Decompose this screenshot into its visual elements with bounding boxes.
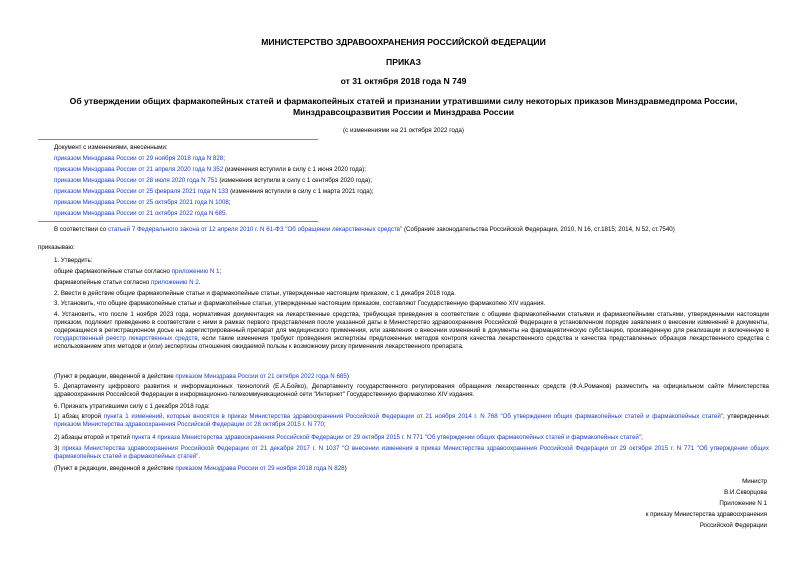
document-title-line2: Минздравсоцразвития России и Минздрава России [293,107,514,117]
amendment-item: приказом Минздрава России от 25 октября 2021 года N 1008; [54,199,231,206]
item-4: 4. Установить, что после 1 ноября 2023 года, нормативная документация на лекарственные средства, требующая приведения в соответствие с общими фармакопейными статьями и фармакопейными статьями, утвержденными настоящим приказом, подлежит приведению в соответствии с ними в рамках первого представления после указанной даты в Министерство здравоохранения Российской Федерации в установленном порядке заявления о внесении изменений в документы, содержащиеся в регистрационном досье на зарегистрированный препарат для медицинского применения, или заявления о внесении изменений в документы на фармацевтическую субстанцию, произведенную для реализации и включенную в государственный реестр лекарственных средств, если такие изменения требуют проведения экспертизы предложенных методов контроля качества лекарственного средства и качества представленных образцов лекарственного средства с использованием этих методов и (или) экспертизы отношения ожидаемой пользы к возможному риску применения лекарственного препарата. [54,311,769,350]
item-1: 1. Утвердить: [54,257,93,264]
ministry-heading: МИНИСТЕРСТВО ЗДРАВООХРАНЕНИЯ РОССИЙСКОЙ ФЕДЕРАЦИИ [261,37,546,47]
appendix-line3: Российской Федерации [699,522,767,529]
order-771-link[interactable]: пункта 4 приказа Министерства здравоохранения Российской Федерации от 29 октября 2015 г. N 771 "Об утверждении общих фармакопейных статей и фармакопейных статей" [131,434,642,441]
amendment-item: приказом Минздрава России от 21 апреля 2020 года N 352 (изменения вступили в силу с 1 июня 2020 года); [54,166,366,173]
appendix-2-link[interactable]: приложению N 2 [151,279,199,286]
signature-name: В.И.Скворцова [724,489,767,496]
item-1-articles: фармакопейные статьи согласно приложению N 2. [54,279,201,286]
amendments-bottom-rule [38,221,318,222]
signature-role: Министр [742,478,767,485]
order-768-link[interactable]: пункта 1 изменений, которые вносятся в приказ Министерства здравоохранения Российской Федерации от 21 ноября 2014 г. N 768 "Об утверждении общих фармакопейных статей и фармакопейных статей" [103,413,724,420]
document-title-line1: Об утверждении общих фармакопейных статей и фармакопейных статей и признании утратившими силу некоторых приказов Минздравмедпрома России, [69,96,738,106]
edition-note: (с изменениями на 21 октября 2022 года) [342,127,465,134]
amendments-intro: Документ с изменениями, внесенными: [54,144,168,151]
amendment-link[interactable]: приказом Минздрава России от 21 апреля 2020 года N 352 [54,166,224,173]
state-register-link[interactable]: государственный реестр лекарственных средств [54,335,198,342]
item-5: 5. Департаменту цифрового развития и информационных технологий (Е.А.Бойко), Департаменту государственного регулирования обращения лекарственных средств (Ф.А.Романов) разместить на официальном сайте Министерства здравоохранения Российской Федерации в информационно-телекоммуникационной сети "Интернет" Государственную фармакопею XIV издания. [54,383,769,398]
item-6-2: 2) абзацы второй и третий пункта 4 приказа Министерства здравоохранения Российской Федерации от 29 октября 2015 г. N 771 "Об утверждении общих фармакопейных статей и фармакопейных статей"; [54,434,643,441]
order-1037-link[interactable]: приказ Министерства здравоохранения Российской Федерации от 21 декабря 2017 г. N 1037 "О внесении изменения в приказ Министерства здравоохранения Российской Федерации от 29 октября 2015 г. N 771 "Об утверждении общих фармакопейных статей и фармакопейных статей" [54,445,769,460]
item-4-edition-note: (Пункт в редакции, введенной в действие приказом Минздрава России от 21 октября 2022 года N 685) [54,373,349,380]
amendment-link[interactable]: приказом Минздрава России от 25 февраля 2021 года N 133 [54,188,229,195]
appendix-line1: Приложение N 1 [719,500,767,507]
preamble-paragraph: В соответствии со статьей 7 Федерального закона от 12 апреля 2010 г. N 61-ФЗ "Об обращении лекарственных средств" (Собрание законодательства Российской Федерации, 2010, N 16, ст.1815; 2014, N 52, ст.7540) [54,226,675,233]
item-3: 3. Установить, что общие фармакопейные статьи и фармакопейные статьи, утвержденные настоящим приказом, составляют Государственную фармакопею XIV издания. [54,300,546,307]
item-6: 6. Признать утратившими силу с 1 декабря 2018 года: [54,403,210,410]
appendix-line2: к приказу Министерства здравоохранения [645,511,767,518]
amendment-link[interactable]: приказом Минздрава России от 25 октября 2021 года N 1008 [54,199,229,206]
amendment-link[interactable]: приказом Минздрава России от 29 ноября 2018 года N 828 [54,155,224,162]
order-word: приказываю: [38,244,75,251]
item-6-edition-note: (Пункт в редакции, введенной в действие приказом Минздрава России от 29 ноября 2018 года N 828) [54,465,347,472]
amendments-top-rule [38,139,318,140]
law-article-link[interactable]: статьей 7 Федерального закона от 12 апреля 2010 г. N 61-ФЗ "Об обращении лекарственных средств" [107,226,403,233]
item-1-general-articles: общие фармакопейные статьи согласно приложению N 1; [54,268,222,275]
amendment-item: приказом Минздрава России от 28 июля 2020 года N 751 (изменения вступили в силу с 1 сентября 2020 года); [54,177,372,184]
appendix-1-link[interactable]: приложению N 1 [171,268,220,275]
item-6-1: 1) абзац второй пункта 1 изменений, которые вносятся в приказ Министерства здравоохранения Российской Федерации от 21 ноября 2014 г. N 768 "Об утверждении общих фармакопейных статей и фармакопейных статей", утвержденных приказом Министерства здравоохранения Российской Федерации от 28 октября 2015 г. N 770; [54,413,769,428]
order-770-link[interactable]: приказом Министерства здравоохранения Российской Федерации от 28 октября 2015 г. N 770 [54,421,324,428]
order-685-link[interactable]: приказом Минздрава России от 21 октября 2022 года N 685 [175,373,347,380]
order-828-link[interactable]: приказом Минздрава России от 29 ноября 2018 года N 828 [175,465,345,472]
amendment-item: приказом Минздрава России от 25 февраля 2021 года N 133 (изменения вступили в силу с 1 марта 2021 года); [54,188,374,195]
item-2: 2. Ввести в действие общие фармакопейные статьи и фармакопейные статьи, утвержденные настоящим приказом, с 1 декабря 2018 года. [54,290,456,297]
amendment-link[interactable]: приказом Минздрава России от 21 октября 2022 года N 685 [54,210,226,217]
amendment-item: приказом Минздрава России от 21 октября 2022 года N 685. [54,210,228,217]
amendment-link[interactable]: приказом Минздрава России от 28 июля 2020 года N 751 [54,177,218,184]
item-6-3: 3) приказ Министерства здравоохранения Российской Федерации от 21 декабря 2017 г. N 1037 "О внесении изменения в приказ Министерства здравоохранения Российской Федерации от 29 октября 2015 г. N 771 "Об утверждении общих фармакопейных статей и фармакопейных статей". [54,445,769,460]
date-number-heading: от 31 октября 2018 года N 749 [340,76,467,86]
doc-type-heading: ПРИКАЗ [386,57,421,67]
amendment-item: приказом Минздрава России от 29 ноября 2018 года N 828; [54,155,225,162]
